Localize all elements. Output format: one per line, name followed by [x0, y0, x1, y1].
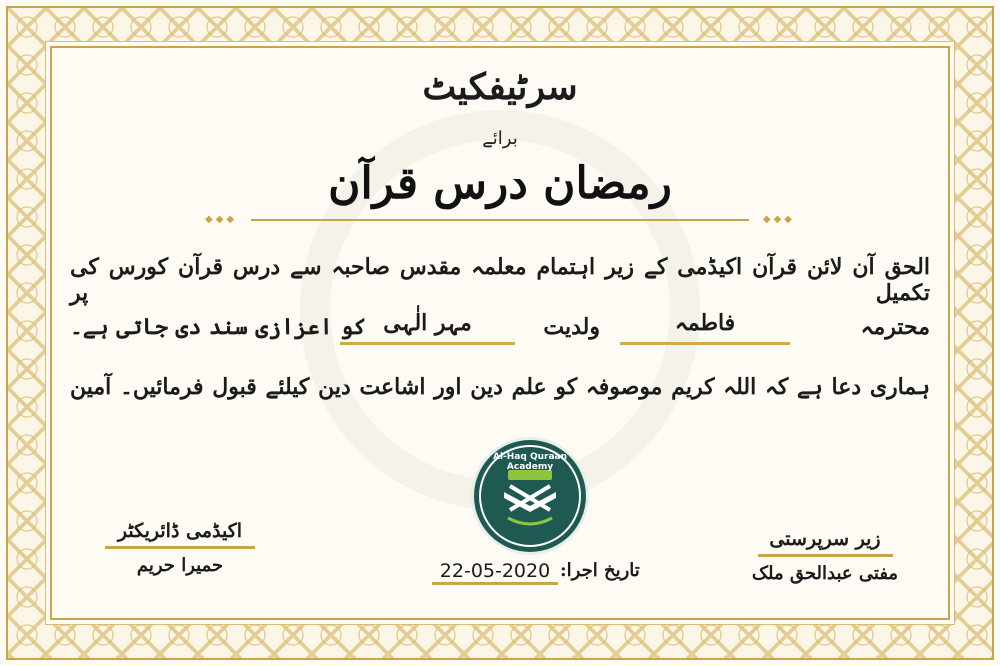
- logo-text: Al-Haq Quraan Academy: [492, 452, 568, 472]
- patron-signature: [745, 528, 905, 584]
- patron-name: مفتی عبدالحق ملک: [751, 563, 899, 584]
- divider-line: [251, 219, 749, 221]
- course-title: رمضان درس قرآن: [328, 158, 672, 209]
- certificate-subtitle: برائے: [482, 128, 518, 149]
- director-label: اکیڈمی ڈائریکٹر: [117, 520, 243, 542]
- patron-underline: [758, 554, 893, 557]
- director-signature: [100, 520, 260, 576]
- completion-statement: الحق آن لائن قرآن اکیڈمی کے زیر اہتمام معلمہ مقدس صاحبہ سے درس قرآن کورس کی تکمیل پر: [70, 254, 930, 306]
- certificate-title: سرٹیفکیٹ: [422, 66, 578, 108]
- director-underline: [105, 546, 255, 549]
- recipient-line: [70, 310, 930, 350]
- issue-date-value: 22-05-2020: [432, 560, 558, 585]
- director-name: حمیرا حریم: [136, 555, 224, 576]
- recipient-title: محترمہ: [860, 314, 930, 340]
- issue-date-label: تاریخ اجرا:: [560, 560, 640, 581]
- award-statement: کو اعزازی سند دی جاتی ہے۔: [70, 314, 367, 340]
- parentage-label: ولدیت: [543, 314, 600, 340]
- divider-dots-right: ◆◆◆: [762, 214, 795, 225]
- prayer-statement: ہماری دعا ہے کہ اللہ کریم موصوفہ کو علم دین اور اشاعت دین کیلئے قبول فرمائیں۔ آمین: [70, 374, 930, 400]
- title-divider: [205, 214, 795, 225]
- father-name-field: مہر الٰہی: [340, 310, 515, 345]
- divider-dots-left: ◆◆◆: [205, 214, 238, 225]
- student-name-field: فاطمہ: [620, 310, 790, 345]
- patron-label: زیر سرپرستی: [769, 528, 881, 550]
- academy-logo: [474, 440, 586, 552]
